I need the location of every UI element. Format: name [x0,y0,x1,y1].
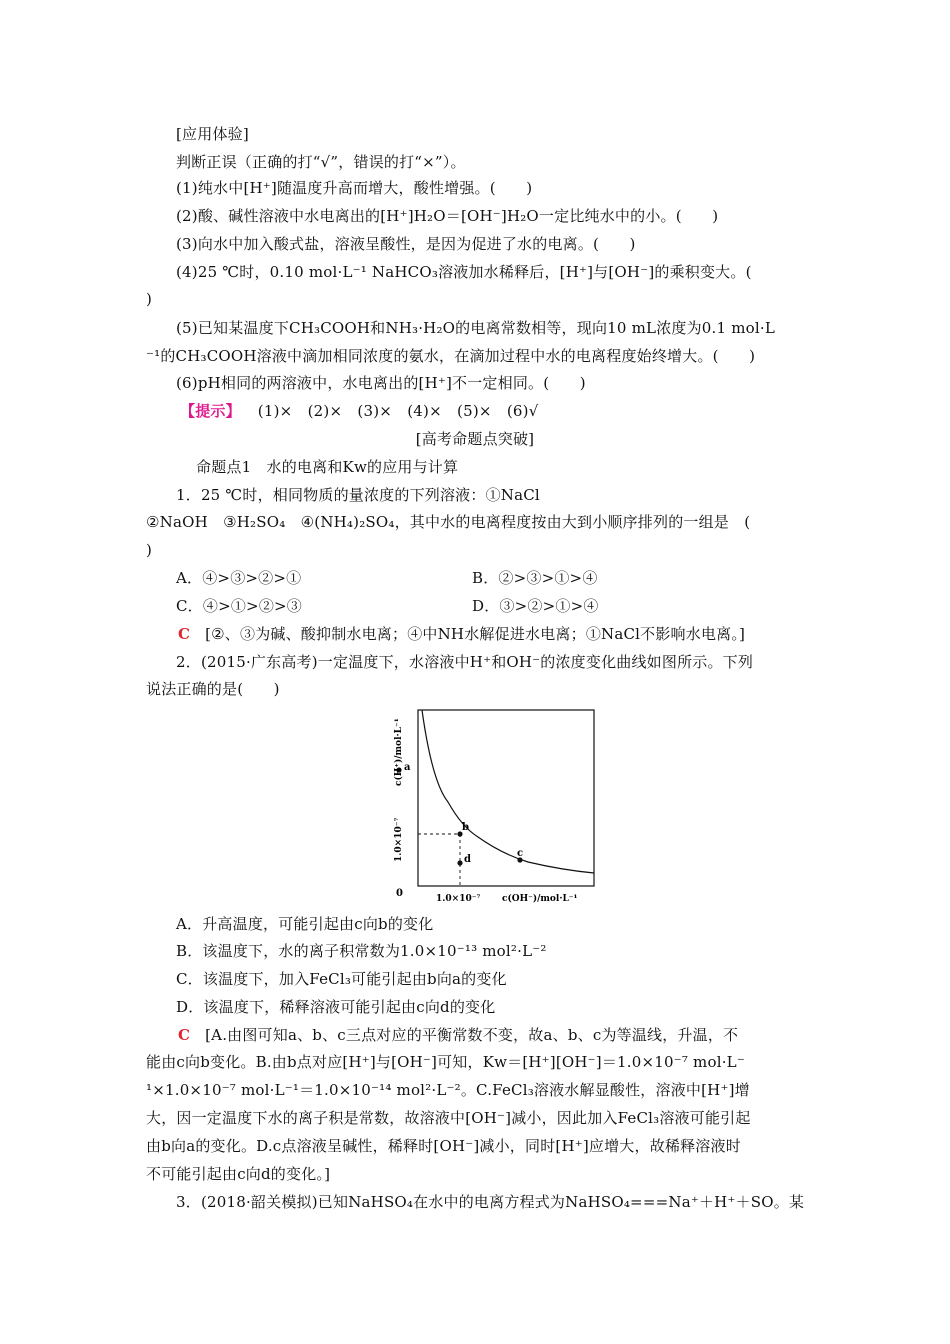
judgment-2: (2)酸、碱性溶液中水电离出的[H⁺]H₂O＝[OH⁻]H₂O一定比纯水中的小。( ) [176,207,719,225]
y-axis-label: c(H⁺)/mol·L⁻¹ [394,718,404,786]
q2-answer-row [178,1025,738,1045]
judgment-3: (3)向水中加入酸式盐，溶液呈酸性，是因为促进了水的电离。( ) [176,235,636,253]
q2-explanation-4: 大，因一定温度下水的离子积是常数，故溶液中[OH⁻]减小，因此加入FeCl₃溶液可能引起 [146,1109,751,1127]
q1-stem-3: ) [146,541,153,559]
q2-option-b: B．该温度下，水的离子积常数为1.0×10⁻¹³ mol²·L⁻² [176,942,547,960]
origin-label: 0 [396,888,403,899]
point-b-label: b [462,822,469,833]
q2-explanation-3: ¹×1.0×10⁻⁷ mol·L⁻¹＝1.0×10⁻¹⁴ mol²·L⁻²。C.FeCl₃溶液水解显酸性，溶液中[H⁺]增 [146,1081,750,1099]
judgment-4-cont: ) [146,290,153,308]
q2-option-c: C．该温度下，加入FeCl₃可能引起由b向a的变化 [176,970,507,988]
equilibrium-curve [422,710,594,873]
ion-concentration-figure [362,702,612,910]
q2-explanation-1: [A.由图可知a、b、c三点对应的平衡常数不变，故a、b、c为等温线，升温，不 [205,1026,739,1044]
hint-answers: (1)× (2)× (3)× (4)× (5)× (6)√ [257,402,539,420]
q2-explanation-5: 由b向a的变化。D.c点溶液呈碱性，稀释时[OH⁻]减小，同时[H⁺]应增大，故稀释溶液时 [146,1137,741,1155]
q1-option-a: A．④>③>②>① [176,569,302,587]
point-d-label: d [464,854,471,865]
q1-option-d: D．③>②>①>④ [472,597,599,615]
hint-label: 【提示】 [180,402,241,420]
q1-option-b: B．②>③>①>④ [472,569,598,587]
q2-option-d: D．该温度下，稀释溶液可能引起由c向d的变化 [176,998,496,1016]
q1-option-c: C．④>①>②>③ [176,597,302,615]
section-title: [高考命题点突破] [415,430,535,448]
q1-stem-1: 1．25 ℃时，相同物质的量浓度的下列溶液：①NaCl [176,486,540,504]
topic-heading: 命题点1 水的电离和Kw的应用与计算 [196,458,459,476]
judgment-5: (5)已知某温度下CH₃COOH和NH₃·H₂O的电离常数相等，现向10 mL浓度为0.1 mol·L [176,319,775,337]
q3-stem-1: 3．(2018·韶关模拟)已知NaHSO₄在水中的电离方程式为NaHSO₄===Na⁺＋H⁺＋SO。某 [176,1193,805,1211]
y-tick-label: 1.0×10⁻⁷ [394,817,404,862]
point-d [457,860,462,865]
judgment-5-cont: ⁻¹的CH₃COOH溶液中滴加相同浓度的氨水，在滴加过程中水的电离程度始终增大。( ) [146,347,756,365]
x-axis-label: c(OH⁻)/mol·L⁻¹ [502,894,578,904]
q2-answer: C [178,1026,191,1044]
q1-answer-row [178,624,745,644]
judgment-6: (6)pH相同的两溶液中，水电离出的[H⁺]不一定相同。( ) [176,374,586,392]
q1-answer: C [178,625,191,643]
q2-explanation-6: 不可能引起由c向d的变化。] [146,1165,331,1183]
q2-stem-1: 2．(2015·广东高考)一定温度下，水溶液中H⁺和OH⁻的浓度变化曲线如图所示。下列 [176,653,754,671]
judgment-4: (4)25 ℃时，0.10 mol·L⁻¹ NaHCO₃溶液加水稀释后，[H⁺]与[OH⁻]的乘积变大。( [176,263,752,281]
section-label: [应用体验] [176,125,249,143]
q1-explanation: [②、③为碱、酸抑制水电离；④中NH水解促进水电离；①NaCl不影响水电离。] [205,625,746,643]
instruction-text: 判断正误（正确的打“√”，错误的打“×”）。 [176,153,466,171]
point-a-label: a [404,762,411,773]
q1-stem-2: ②NaOH ③H₂SO₄ ④(NH₄)₂SO₄，其中水的电离程度按由大到小顺序排列的一组是 ( [146,513,751,531]
q2-option-a: A．升高温度，可能引起由c向b的变化 [176,915,434,933]
point-c-label: c [517,848,524,859]
plot-frame [418,710,594,886]
x-tick-label: 1.0×10⁻⁷ [436,894,481,904]
hint-row [180,401,538,421]
q2-explanation-2: 能由c向b变化。B.由b点对应[H⁺]与[OH⁻]可知，Kw＝[H⁺][OH⁻]＝1.0×10⁻⁷ mol·L⁻ [146,1053,745,1071]
judgment-1: (1)纯水中[H⁺]随温度升高而增大，酸性增强。( ) [176,179,533,197]
q2-stem-2: 说法正确的是( ) [146,680,280,698]
